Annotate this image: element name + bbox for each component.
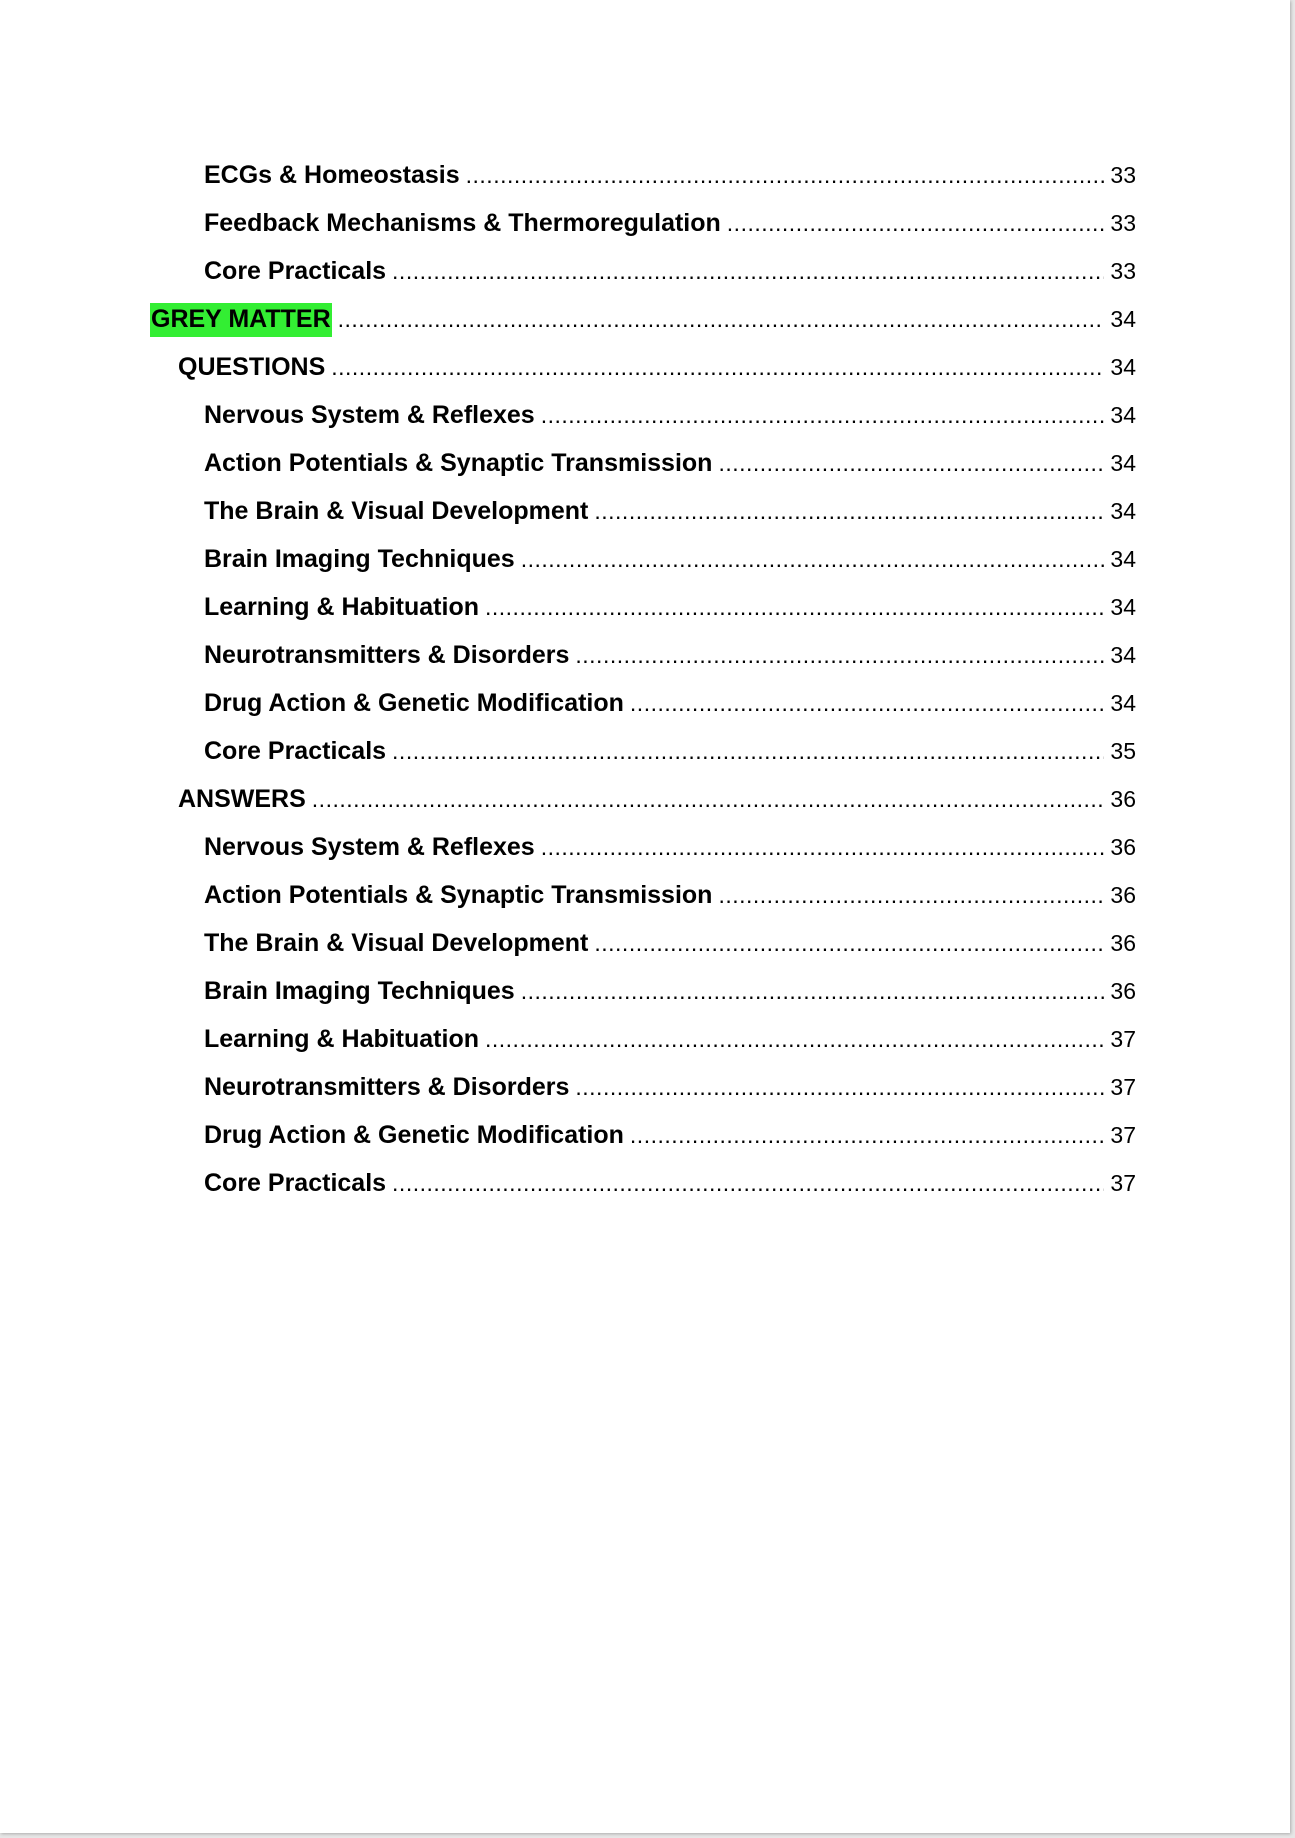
toc-entry[interactable]	[0, 1153, 1290, 1201]
toc-page-number: 36	[1110, 786, 1136, 812]
toc-page-number: 37	[1110, 1170, 1136, 1196]
toc-entry[interactable]	[0, 1057, 1290, 1105]
toc-page-number: 36	[1110, 930, 1136, 956]
toc-page-number: 37	[1110, 1026, 1136, 1052]
toc-entry-label: Core Practicals	[204, 257, 387, 285]
toc-entry[interactable]	[0, 721, 1290, 769]
toc-dot-leader	[575, 639, 1104, 673]
toc-page-number: 34	[1110, 546, 1136, 572]
toc-dot-leader	[630, 687, 1104, 721]
toc-entry-label: Learning & Habituation	[204, 593, 479, 621]
toc-subsection-label: QUESTIONS	[178, 353, 326, 381]
toc-entry[interactable]	[0, 241, 1290, 289]
toc-page-number: 34	[1110, 402, 1136, 428]
toc-page-number: 34	[1110, 498, 1136, 524]
toc-subsection-label: ANSWERS	[178, 785, 306, 813]
toc-entry-label: The Brain & Visual Development	[204, 497, 589, 525]
toc-entry-label: Learning & Habituation	[204, 1025, 479, 1053]
toc-entry-label: Neurotransmitters & Disorders	[204, 1073, 570, 1101]
toc-dot-leader	[521, 543, 1105, 577]
toc-page-number: 34	[1110, 306, 1136, 332]
toc-entry-label: Action Potentials & Synaptic Transmission	[204, 881, 713, 909]
toc-subsection-entry[interactable]	[0, 769, 1290, 817]
toc-page-number: 34	[1110, 354, 1136, 380]
toc-dot-leader	[392, 1167, 1104, 1201]
toc-dot-leader	[541, 399, 1105, 433]
toc-entry-label: Neurotransmitters & Disorders	[204, 641, 570, 669]
toc-entry[interactable]	[0, 817, 1290, 865]
toc-dot-leader	[521, 975, 1105, 1009]
toc-subsection-entry[interactable]	[0, 337, 1290, 385]
toc-entry[interactable]	[0, 385, 1290, 433]
toc-dot-leader	[718, 447, 1104, 481]
toc-entry-label: Core Practicals	[204, 737, 387, 765]
toc-dot-leader	[466, 159, 1105, 193]
toc-entry[interactable]	[0, 577, 1290, 625]
toc-entry-label: Action Potentials & Synaptic Transmission	[204, 449, 713, 477]
toc-dot-leader	[392, 255, 1104, 289]
toc-dot-leader	[485, 1023, 1104, 1057]
toc-page-number: 33	[1110, 210, 1136, 236]
toc-entry[interactable]	[0, 961, 1290, 1009]
toc-entry[interactable]	[0, 529, 1290, 577]
toc-dot-leader	[575, 1071, 1104, 1105]
toc-entry-label: ECGs & Homeostasis	[204, 161, 460, 189]
toc-section-label: GREY MATTER	[150, 303, 332, 337]
toc-dot-leader	[331, 351, 1104, 385]
toc-dot-leader	[541, 831, 1105, 865]
toc-page-number: 34	[1110, 450, 1136, 476]
toc-page-number: 34	[1110, 594, 1136, 620]
toc-dot-leader	[718, 879, 1104, 913]
toc-dot-leader	[727, 207, 1105, 241]
toc-entry[interactable]	[0, 193, 1290, 241]
toc-entry[interactable]	[0, 1009, 1290, 1057]
toc-page-number: 34	[1110, 690, 1136, 716]
toc-dot-leader	[485, 591, 1104, 625]
toc-entry-label: Core Practicals	[204, 1169, 387, 1197]
toc-entry[interactable]	[0, 145, 1290, 193]
toc-dot-leader	[594, 495, 1104, 529]
toc-entry-label: Nervous System & Reflexes	[204, 833, 535, 861]
toc-page-number: 37	[1110, 1074, 1136, 1100]
toc-entry[interactable]	[0, 673, 1290, 721]
toc-entry-label: Feedback Mechanisms & Thermoregulation	[204, 209, 721, 237]
toc-dot-leader	[392, 735, 1104, 769]
toc-entry[interactable]	[0, 865, 1290, 913]
toc-entry[interactable]	[0, 625, 1290, 673]
toc-entry[interactable]	[0, 433, 1290, 481]
toc-dot-leader	[594, 927, 1104, 961]
toc-entry-label: Drug Action & Genetic Modification	[204, 1121, 624, 1149]
toc-page-number: 34	[1110, 642, 1136, 668]
toc-section-entry[interactable]	[0, 289, 1290, 337]
toc-entry[interactable]	[0, 913, 1290, 961]
toc-page-number: 33	[1110, 162, 1136, 188]
toc-entry[interactable]	[0, 481, 1290, 529]
toc-entry-label: Brain Imaging Techniques	[204, 545, 515, 573]
table-of-contents	[0, 145, 1290, 1201]
toc-page-number: 37	[1110, 1122, 1136, 1148]
toc-dot-leader	[338, 303, 1105, 337]
toc-dot-leader	[312, 783, 1105, 817]
toc-entry-label: Nervous System & Reflexes	[204, 401, 535, 429]
toc-page-number: 36	[1110, 882, 1136, 908]
toc-page-number: 36	[1110, 834, 1136, 860]
toc-page-number: 36	[1110, 978, 1136, 1004]
toc-entry[interactable]	[0, 1105, 1290, 1153]
toc-entry-label: The Brain & Visual Development	[204, 929, 589, 957]
toc-page-number: 35	[1110, 738, 1136, 764]
toc-entry-label: Drug Action & Genetic Modification	[204, 689, 624, 717]
toc-entry-label: Brain Imaging Techniques	[204, 977, 515, 1005]
toc-dot-leader	[630, 1119, 1104, 1153]
toc-page-number: 33	[1110, 258, 1136, 284]
